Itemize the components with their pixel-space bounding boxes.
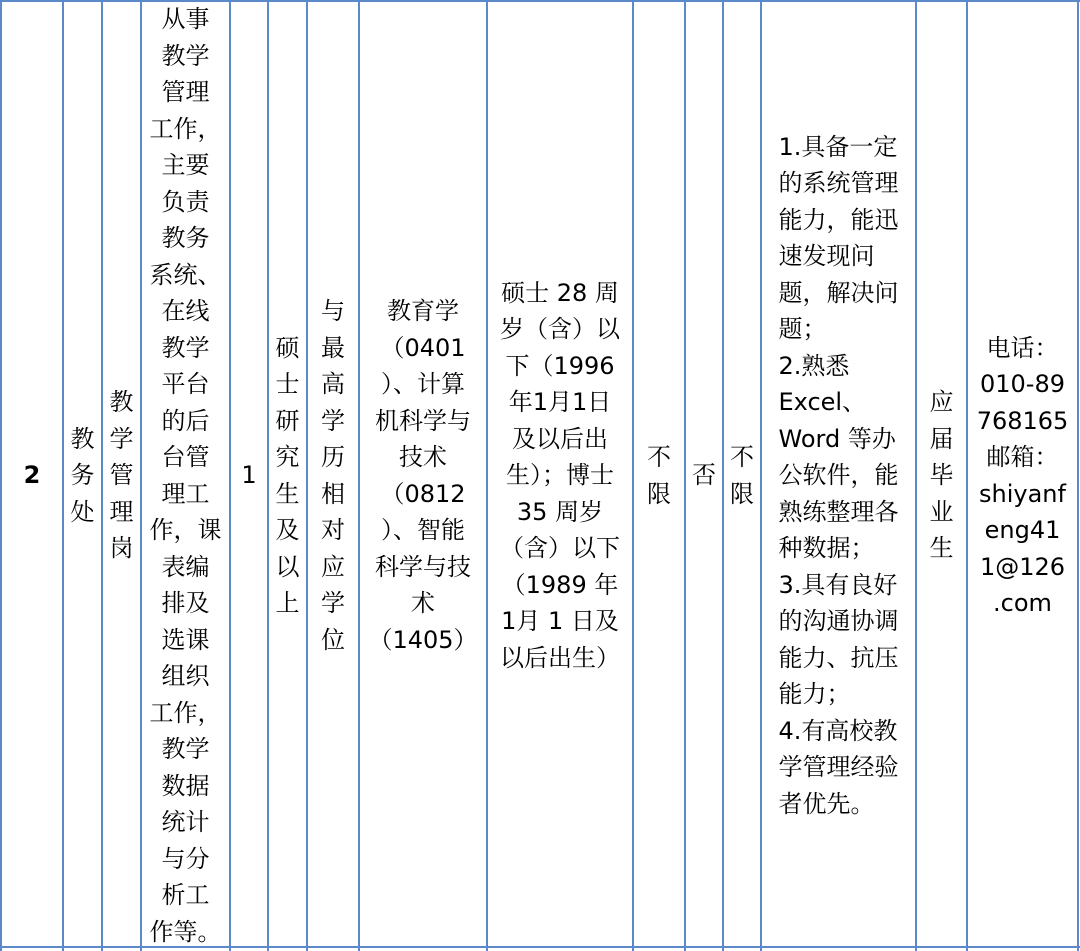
cell-duties	[142, 0, 229, 951]
contact-text: 电话： 010-89 768165 邮箱： shiyanf eng41 1@126 .com	[976, 333, 1069, 617]
cell-requirements	[762, 0, 915, 951]
cell-contact	[968, 0, 1077, 951]
major-text: 教育学 （0401 ）、计算 机科学与 技术 （0812 ）、智能 科学与技 术 （1405）	[368, 297, 478, 654]
cell-hukou	[686, 0, 722, 951]
cell-graduate-type	[917, 0, 966, 951]
position-text: 教 学 管 理 岗	[109, 388, 134, 563]
cell-index	[2, 0, 62, 951]
cell-department	[64, 0, 101, 951]
duties-text: 从事 教学 管理 工作， 主要 负责 教务 系统、 在线 教学 平台 的后 台管 理工 作，课 表编 排及 选课 组织 工作， 教学 数据 统计 与分 析工 作等。	[149, 5, 222, 946]
cell-other-limit	[724, 0, 760, 951]
cell-major	[360, 0, 486, 951]
age-text: 硕士 28 周 岁（含）以 下（1996 年1月1日 及以后出 生）；博士 35 周岁 （含）以下 （1989 年 1月 1 日及 以后出生）	[500, 278, 620, 672]
education-text: 硕 士 研 究 生 及 以 上	[275, 333, 300, 617]
degree-text: 与 最 高 学 历 相 对 应 学 位	[321, 297, 345, 654]
hukou-text: 否	[692, 461, 716, 490]
requirements-text: 1.具备一定 的系统管理 能力，能迅 速发现问 题，解决问 题； 2.熟悉 Excel、 Word 等办 公软件，能 熟练整理各 种数据； 3.具有良好 的沟通协调 能力、抗压 能力； 4.有高校教 学管理经验 者优先。	[778, 132, 899, 818]
cell-education	[269, 0, 306, 951]
row-index: 2	[23, 461, 41, 490]
grid-line	[1077, 0, 1079, 951]
political-text: 不 限	[647, 443, 671, 508]
cell-count	[231, 0, 267, 951]
cell-age	[488, 0, 632, 951]
cell-political	[634, 0, 684, 951]
graduate-type-text: 应 届 毕 业 生	[929, 388, 954, 563]
cell-position	[103, 0, 140, 951]
count-text: 1	[241, 461, 257, 490]
cell-degree	[308, 0, 358, 951]
department-text: 教 务 处	[70, 424, 95, 526]
other-limit-text: 不 限	[730, 443, 754, 508]
